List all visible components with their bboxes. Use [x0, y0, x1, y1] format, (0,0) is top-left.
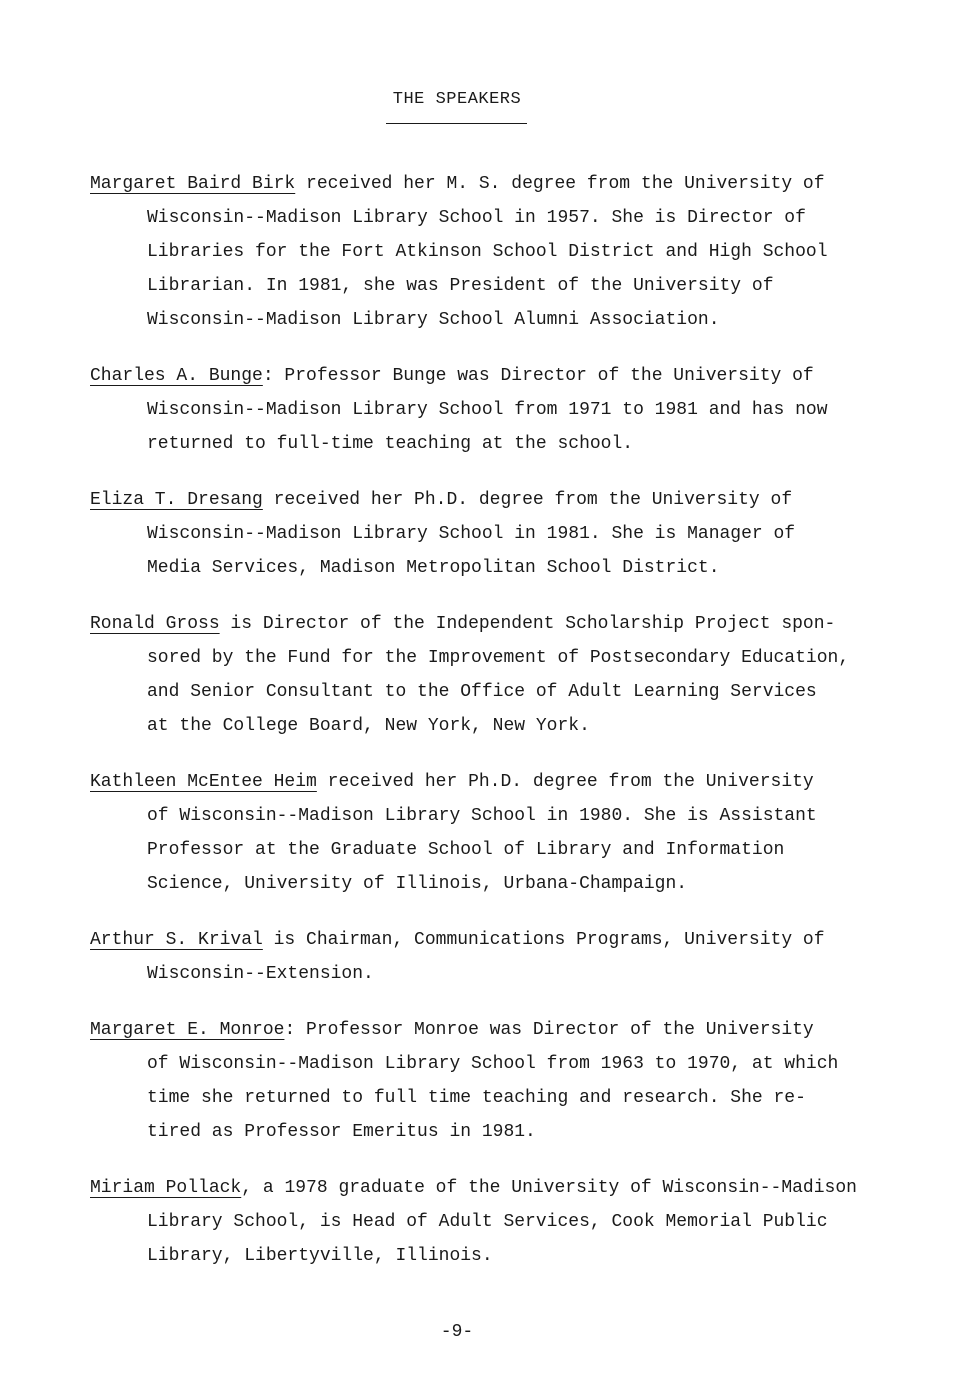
speaker-bio: received her Ph.D. degree from the University of Wisconsin--Madison Library School in 1980. She is Assistant Professor at the Graduate School of Library and Information Science, University of Illinois, Urbana-Champaign. [147, 772, 817, 894]
speaker-entry-birk [90, 167, 910, 337]
speaker-entry-monroe [90, 1013, 910, 1149]
speaker-entry-krival [90, 923, 910, 991]
speaker-bio: received her M. S. degree from the University of Wisconsin--Madison Library School in 1957. She is Director of Libraries for the Fort Atkinson School District and High School Librarian. In 1981, she was President of the University of Wisconsin--Madison Library School Alumni Association. [147, 174, 828, 330]
speaker-name: Miriam Pollack [90, 1178, 242, 1198]
speaker-bio: : Professor Monroe was Director of the University of Wisconsin--Madison Library School from 1963 to 1970, at which time she returned to full time teaching and research. She re- tired as Professor Emeritus in 1981. [147, 1020, 839, 1142]
speaker-bio: received her Ph.D. degree from the University of Wisconsin--Madison Library School in 1981. She is Manager of Media Services, Madison Metropolitan School District. [147, 490, 796, 578]
speaker-name: Arthur S. Krival [90, 930, 263, 950]
speaker-entry-bunge [90, 359, 910, 461]
page-title: THE SPEAKERS [392, 90, 522, 109]
page-number: -9- [440, 1322, 474, 1342]
speaker-entry-heim [90, 765, 910, 901]
speaker-bio: , a 1978 graduate of the University of Wisconsin--Madison Library School, is Head of Adult Services, Cook Memorial Public Library, Libertyville, Illinois. [147, 1178, 857, 1266]
title-underline [386, 123, 527, 124]
speaker-name: Charles A. Bunge [90, 366, 263, 386]
speaker-entry-gross [90, 607, 910, 743]
speaker-list [90, 167, 910, 1295]
speaker-name: Ronald Gross [90, 614, 220, 634]
speaker-entry-dresang [90, 483, 910, 585]
speaker-name: Eliza T. Dresang [90, 490, 263, 510]
speaker-bio: is Chairman, Communications Programs, University of Wisconsin--Extension. [147, 930, 825, 984]
speaker-name: Margaret E. Monroe [90, 1020, 285, 1040]
speaker-bio: : Professor Bunge was Director of the University of Wisconsin--Madison Library School from 1971 to 1981 and has now returned to full-time teaching at the school. [147, 366, 828, 454]
speaker-name: Kathleen McEntee Heim [90, 772, 317, 792]
speaker-name: Margaret Baird Birk [90, 174, 296, 194]
speaker-entry-pollack [90, 1171, 910, 1273]
speaker-bio: is Director of the Independent Scholarship Project spon- sored by the Fund for the Improvement of Postsecondary Education, and Senior Consultant to the Office of Adult Learning Services at the College Board, New York, New York. [147, 614, 850, 736]
